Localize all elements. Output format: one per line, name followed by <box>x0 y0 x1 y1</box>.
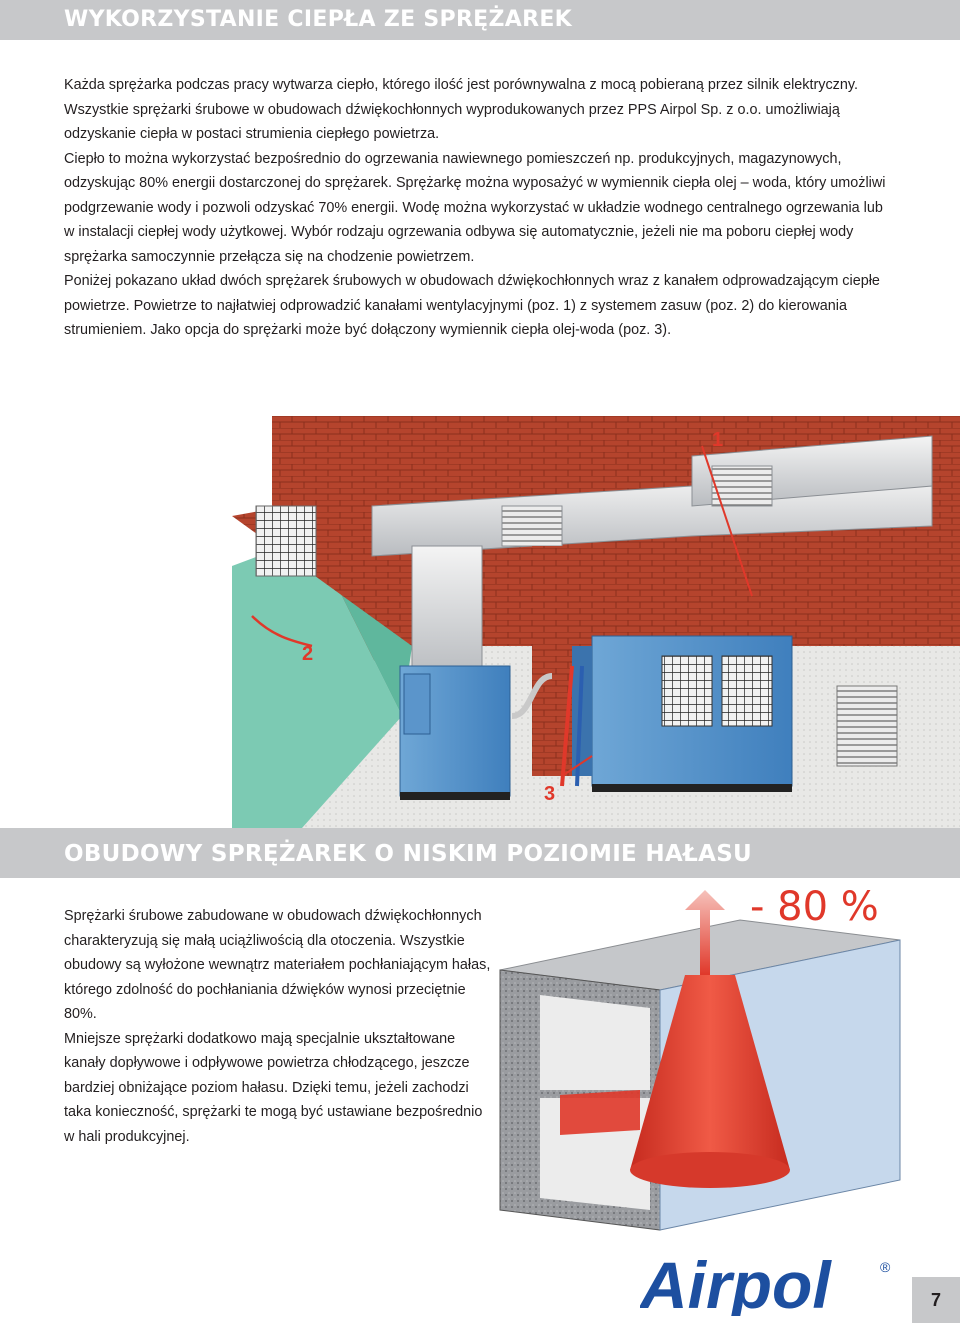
paragraph: Ciepło to można wykorzystać bezpośrednio do ogrzewania nawiewnego pomieszczeń np. produkcyjnych, magazynowych, odzyskując 80% energii dostarczonej do sprężarek. Sprężarkę można wyposażyć w wymiennik ciepła olej – woda, który umożliwi podgrzewanie wody i pozwoli odzyskać 70% energii. Wodę można wykorzystać w układzie wodnego centralnego ogrzewania lub w instalacji ciepłej wody użytkowej. Wybór rodzaju ogrzewania odbywa się automatycznie, jeżeli nie ma poboru ciepłej wody sprężarka samoczynnie przełącza się na chodzenie powietrzem. <box>64 150 886 265</box>
section-header-noise-enclosures <box>0 828 960 878</box>
paragraph: Mniejsze sprężarki dodatkowo mają specjalnie ukształtowane kanały dopływowe i odpływowe powietrza chłodzącego, jeszcze bardziej obniżające poziom hałasu. Dzięki temu, jeżeli zachodzi taka konieczność, sprężarki te mogą być ustawiane bezpośrednio w hali produkcyjnej. <box>64 1030 483 1145</box>
logo-wordmark: Airpol <box>640 1250 831 1316</box>
section-header-heat-recovery <box>0 0 960 40</box>
section-title: WYKORZYSTANIE CIEPŁA ZE SPRĘŻAREK <box>64 7 573 32</box>
paragraph: Poniżej pokazano układ dwóch sprężarek śrubowych w obudowach dźwiękochłonnych wraz z kanałem odprowadzającym ciepłe powietrze. Powietrze to najłatwiej odprowadzić kanałami wentylacyjnymi (poz. 1) z systemem zasuw (poz. 2) do kierowania strumieniem. Jako opcja do sprężarki może być dołączony wymiennik ciepła olej-woda (poz. 3). <box>64 273 880 338</box>
registered-mark: ® <box>880 1259 891 1275</box>
page-number: 7 <box>912 1277 960 1323</box>
label-pos-1: 1 <box>712 429 724 451</box>
acoustic-enclosure-illustration <box>480 880 920 1250</box>
paragraph: Sprężarki śrubowe zabudowane w obudowach dźwiękochłonnych charakteryzują się małą uciążliwością dla otoczenia. Wszystkie obudowy są wyłożone wewnątrz materiałem pochłaniającym hałas, którego zdolność do pochłaniania dźwięków wynosi przeciętnie 80%. <box>64 908 491 1022</box>
noise-text <box>64 904 494 1149</box>
label-pos-3: 3 <box>544 783 556 805</box>
compressor-room-illustration <box>232 416 960 828</box>
noise-reduction-label: - 80 % <box>750 884 879 930</box>
intro-text <box>64 73 894 343</box>
airpol-logo <box>640 1250 900 1316</box>
label-pos-2: 2 <box>302 643 314 665</box>
section-title: OBUDOWY SPRĘŻAREK O NISKIM POZIOMIE HAŁASU <box>64 841 753 867</box>
paragraph: Każda sprężarka podczas pracy wytwarza ciepło, którego ilość jest porównywalna z mocą pobieraną przez silnik elektryczny. Wszystkie sprężarki śrubowe w obudowach dźwiękochłonnych wyprodukowanych przez PPS Airpol Sp. z o.o. umożliwiają odzyskanie ciepła w postaci strumienia ciepłego powietrza. <box>64 77 858 142</box>
